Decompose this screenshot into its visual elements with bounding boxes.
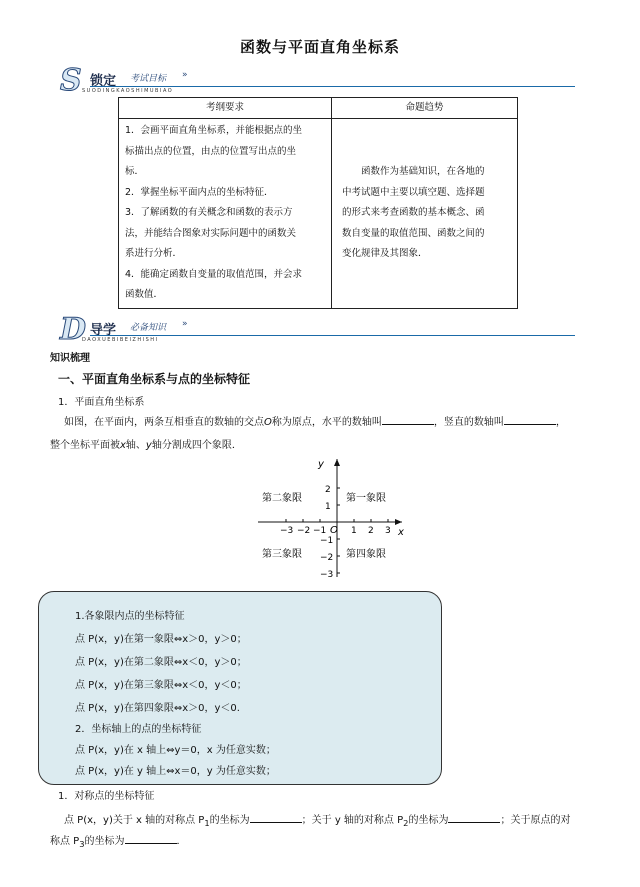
text-span: 的坐标为	[84, 836, 125, 847]
requirement-line: 标描出点的位置，由点的位置写出点的坐	[125, 145, 297, 157]
answer-blank[interactable]	[125, 833, 177, 844]
requirement-line: 1．会画平面直角坐标系，并能根据点的坐	[125, 125, 303, 136]
trend-line: 中考试题中主要以填空题、选择题	[342, 186, 485, 198]
requirement-line: 函数值．	[125, 289, 164, 300]
x-symbol: x	[120, 440, 126, 451]
box-line: 点 P(x，y)在第一象限⇔x＞0，y＞0；	[75, 634, 247, 645]
text-span: 点 P(x，y)关于 x 轴的对称点 P	[64, 815, 205, 826]
banner-sub-label: 考试目标	[130, 74, 167, 84]
box-line: 点 P(x，y)在 y 轴上⇔x＝0，y 为任意实数；	[75, 766, 276, 777]
banner-rule	[90, 86, 575, 87]
y-tick-label: −1	[320, 536, 334, 546]
x-axis-label: x	[398, 527, 404, 538]
origin-symbol: O	[264, 417, 272, 428]
box-line: 点 P(x，y)在 x 轴上⇔y＝0，x 为任意实数；	[75, 745, 276, 756]
section-banner-goals	[60, 63, 575, 98]
text-span: 的坐标为	[209, 815, 250, 826]
x-tick-label: −3	[280, 526, 294, 536]
banner-rule	[90, 335, 575, 336]
y-tick-label: −2	[320, 553, 334, 563]
quadrant-2-label: 第二象限	[262, 493, 302, 504]
x-tick-label: −1	[313, 526, 327, 536]
text-span: 称点 P	[50, 836, 80, 847]
quadrant-3-label: 第三象限	[262, 549, 302, 560]
chevron-icon: »	[182, 319, 188, 329]
x-tick-label: 3	[385, 526, 391, 536]
subscript: 1	[204, 818, 210, 828]
banner-main-label: 锁定	[90, 74, 117, 89]
trend-line: 的形式来考查函数的基本概念、函	[342, 207, 485, 218]
box-line: 点 P(x，y)在第四象限⇔x＞0，y＜0.	[75, 703, 240, 714]
text-span: ．	[176, 836, 187, 847]
page-title: 函数与平面直角坐标系	[239, 38, 400, 56]
box-heading-axes: 2．坐标轴上的点的坐标特征	[75, 724, 202, 735]
banner-main-label: 导学	[90, 323, 117, 338]
subheading-coordinate-system: 1．平面直角坐标系	[58, 397, 145, 408]
requirement-line: 标．	[125, 166, 145, 177]
requirement-line: 系进行分析．	[125, 248, 183, 259]
answer-blank[interactable]	[250, 812, 302, 823]
box-line: 点 P(x，y)在第二象限⇔x＜0，y＞0；	[75, 657, 247, 668]
section-title: 知识梳理	[50, 353, 90, 364]
banner-letter: S	[60, 63, 82, 98]
text-span: ，竖直的数轴叫	[433, 417, 504, 428]
y-tick-label: 1	[325, 502, 331, 512]
paragraph-line-1	[64, 414, 566, 430]
text-span: 轴分割成四个象限．	[151, 440, 242, 451]
answer-blank[interactable]	[504, 414, 556, 425]
y-symbol: y	[145, 440, 152, 451]
chevron-icon: »	[182, 70, 188, 80]
text-span: 整个坐标平面被	[50, 440, 120, 451]
origin-label: O	[330, 525, 338, 536]
trend-line: 函数作为基础知识，在各地的	[361, 166, 485, 177]
answer-blank[interactable]	[382, 414, 434, 425]
trend-line: 数自变量的取值范围、函数之间的	[342, 227, 485, 239]
y-axis-arrow-icon	[334, 459, 340, 466]
text-span: 的坐标为	[408, 815, 449, 826]
requirement-line: 3．了解函数的有关概念和函数的表示方	[125, 207, 293, 218]
banner-letter: D	[60, 312, 87, 347]
text-span: 如图，在平面内，两条互相垂直的数轴的交点	[64, 417, 264, 428]
y-tick-label: −3	[320, 570, 334, 580]
x-tick-label: 1	[351, 526, 357, 536]
quadrant-4-label: 第四象限	[346, 549, 386, 560]
x-tick-label: 2	[368, 526, 374, 536]
requirements-cell	[119, 119, 332, 309]
y-axis-label: y	[318, 459, 324, 470]
box-line: 点 P(x，y)在第三象限⇔x＜0，y＜0；	[75, 680, 247, 691]
requirement-line: 法，并能结合图象对实际问题中的函数关	[125, 227, 297, 239]
text-span: 轴、	[125, 440, 146, 451]
coordinate-axes-figure	[250, 455, 410, 585]
box-heading-quadrants: 1.各象限内点的坐标特征	[75, 611, 185, 622]
trend-line: 变化规律及其图象．	[342, 248, 428, 259]
answer-blank[interactable]	[448, 812, 500, 823]
quadrant-1-label: 第一象限	[346, 493, 386, 504]
exam-goals-table	[118, 97, 518, 309]
text-span: ，	[555, 417, 566, 428]
x-axis-arrow-icon	[395, 519, 402, 525]
banner-pinyin: SUODINGKAOSHIMUBIAO	[82, 88, 174, 94]
heading-coordinate-system: 一、平面直角坐标系与点的坐标特征	[58, 372, 251, 386]
text-span: 称为原点，水平的数轴叫	[271, 417, 382, 428]
y-tick-label: 2	[325, 485, 331, 495]
key-points-box	[38, 591, 442, 785]
paragraph-line-2	[50, 439, 242, 453]
text-span: ；关于 y 轴的对称点 P	[301, 815, 404, 826]
table-header-requirements: 考纲要求	[119, 98, 332, 119]
text-span: ；关于原点的对	[500, 815, 571, 826]
requirement-line: 4．能确定函数自变量的取值范围，并会求	[125, 268, 303, 280]
requirement-line: 2．掌握坐标平面内点的坐标特征．	[125, 186, 274, 198]
subscript: 2	[403, 818, 409, 828]
section-banner-knowledge	[60, 312, 575, 347]
paragraph-line-3	[64, 812, 570, 830]
x-tick-label: −2	[297, 526, 311, 536]
table-header-trends: 命题趋势	[332, 98, 518, 119]
trends-cell	[332, 119, 518, 309]
paragraph-line-4	[50, 833, 187, 851]
subheading-symmetric-points: 1．对称点的坐标特征	[58, 791, 155, 802]
banner-sub-label: 必备知识	[130, 323, 167, 333]
subscript: 3	[79, 839, 85, 849]
banner-pinyin: DAOXUEBIBEIZHISHI	[82, 337, 159, 343]
